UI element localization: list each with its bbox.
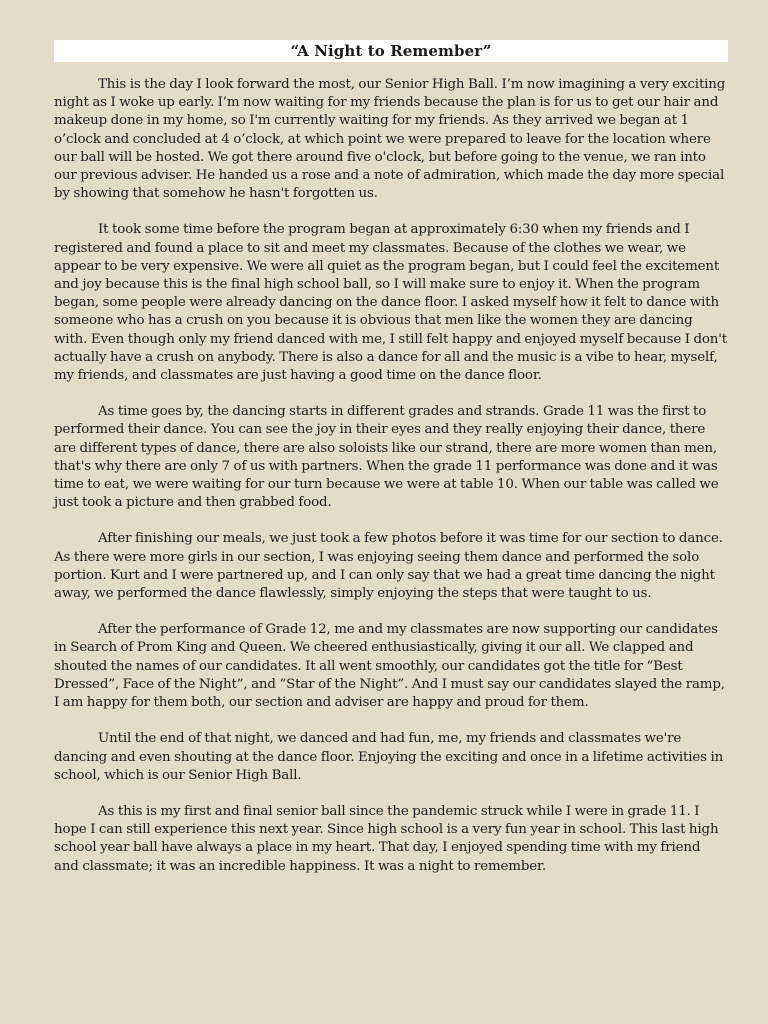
document-page: [54, 40, 728, 894]
paragraph-2: It took some time before the program began at approximately 6:30 when my friends and I registered and found a place to sit and meet my classmates. Because of the clothes we wear, we appear to be very expensive. We were all quiet as the program began, but I could feel the excitement and joy because this is the final high school ball, so I will make sure to enjoy it. When the program began, some people were already dancing on the dance floor. I asked myself how it felt to dance with someone who has a crush on you because it is obvious that men like the women they are dancing with. Even though only my friend danced with me, I still felt happy and enjoyed myself because I don't actually have a crush on anybody. There is also a dance for all and the music is a vibe to hear, myself, my friends, and classmates are just having a good time on the dance floor.: [54, 222, 728, 384]
paragraph-7: As this is my first and final senior ball since the pandemic struck while I were in grade 11. I hope I can still experience this next year. Since high school is a very fun year in school. This last high school year ball have always a place in my heart. That day, I enjoyed spending time with my friend and classmate; it was an incredible happiness. It was a night to remember.: [54, 803, 719, 874]
title-bar: [54, 40, 728, 62]
paragraph-3: As time goes by, the dancing starts in different grades and strands. Grade 11 was the first to performed their dance. You can see the joy in their eyes and they really enjoying their dance, there are different types of dance, there are also soloists like our strand, there are more women than men, that's why there are only 7 of us with partners. When the grade 11 performance was done and it was time to eat, we were waiting for our turn because we were at table 10. When our table was called we just took a picture and then grabbed food.: [54, 404, 719, 511]
document-title: “A Night to Remember”: [290, 42, 492, 60]
paragraph-1: This is the day I look forward the most, our Senior High Ball. I’m now imagining a very exciting night as I woke up early. I’m now waiting for my friends because the plan is for us to get our hair and makeup done in my home, so I'm currently waiting for my friends. As they arrived we began at 1 o’clock and concluded at 4 o’clock, at which point we were prepared to leave for the location where our ball will be hosted. We got there around five o'clock, but before going to the venue, we ran into our previous adviser. He handed us a rose and a note of admiration, which made the day more special by showing that somehow he hasn't forgotten us.: [54, 77, 726, 202]
paragraph-4: After finishing our meals, we just took a few photos before it was time for our section to dance. As there were more girls in our section, I was enjoying seeing them dance and performed the solo portion. Kurt and I were partnered up, and I can only say that we had a great time dancing the night away, we performed the dance flawlessly, simply enjoying the steps that were taught to us.: [54, 531, 723, 602]
paragraph-6: Until the end of that night, we danced and had fun, me, my friends and classmates we're dancing and even shouting at the dance floor. Enjoying the exciting and once in a lifetime activities in school, which is our Senior High Ball.: [54, 731, 724, 783]
paragraph-5: After the performance of Grade 12, me and my classmates are now supporting our candidates in Search of Prom King and Queen. We cheered enthusiastically, giving it our all. We clapped and shouted the names of our candidates. It all went smoothly, our candidates got the title for “Best Dressed”, Face of the Night”, and “Star of the Night”. And I must say our candidates slayed the ramp, I am happy for them both, our section and adviser are happy and proud for them.: [54, 622, 725, 711]
